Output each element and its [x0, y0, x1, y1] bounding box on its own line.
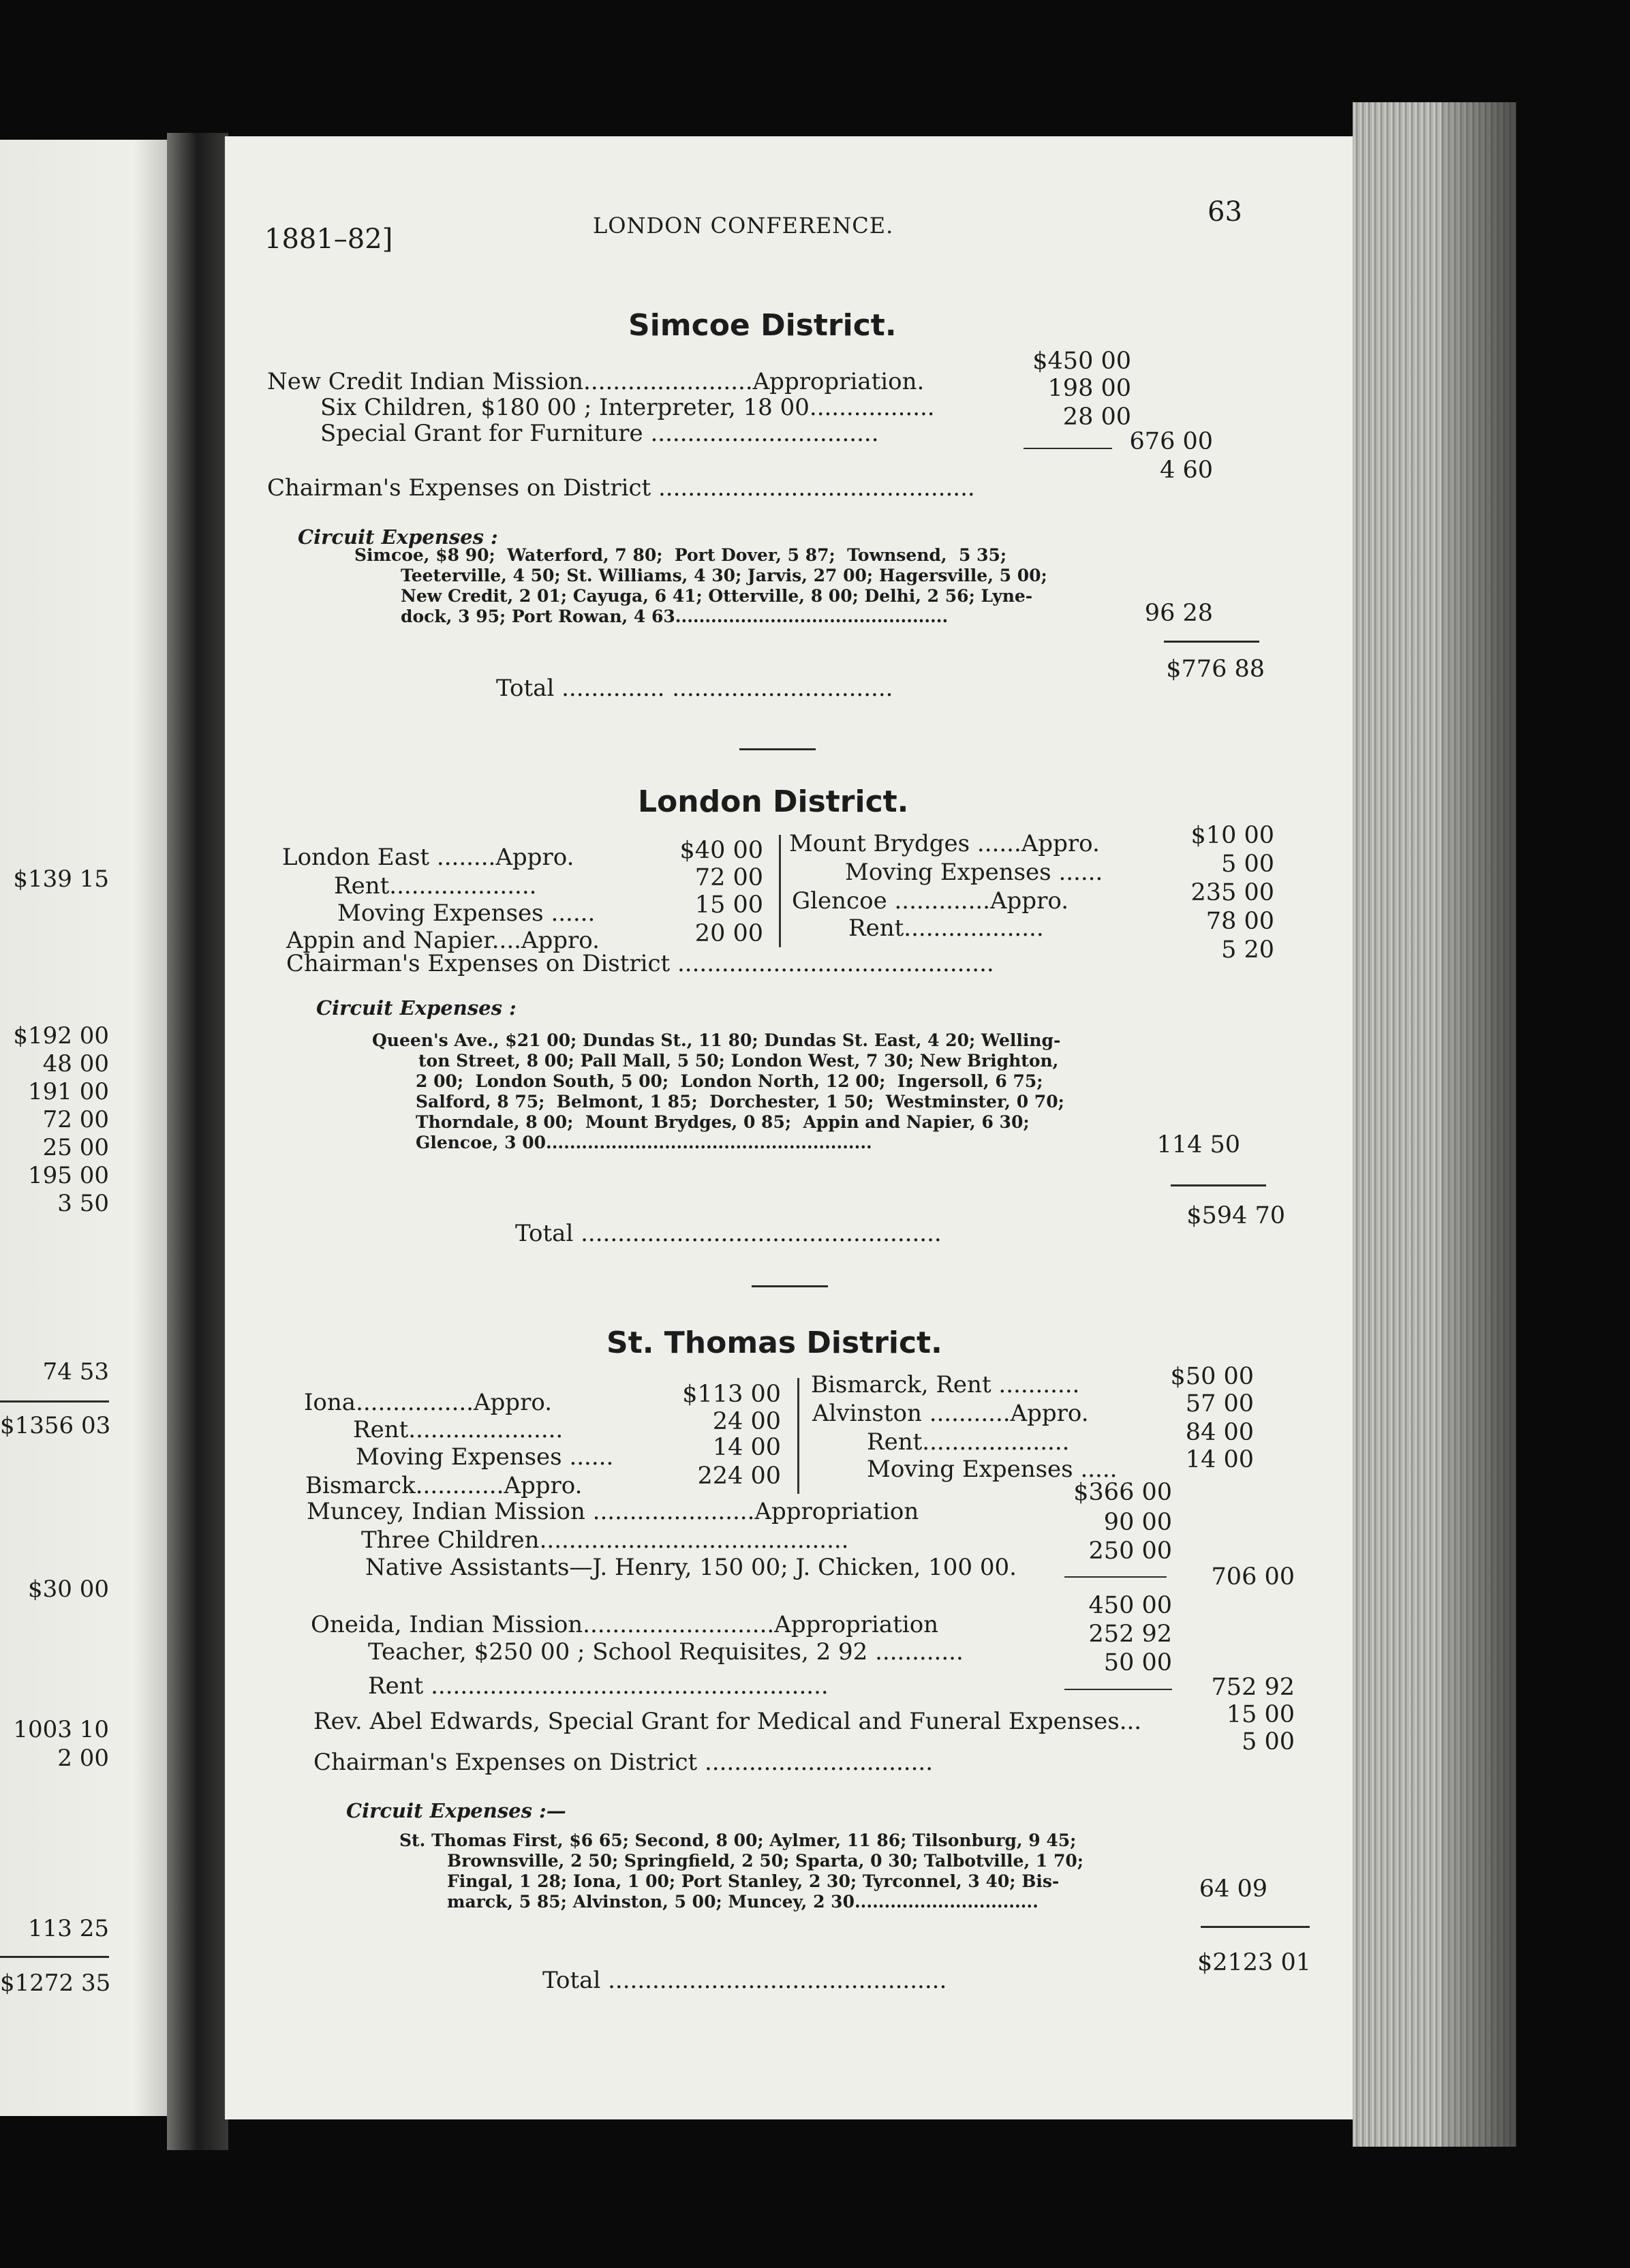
line-label: Bismarck............Appro.	[305, 1472, 583, 1499]
line-label: Moving Expenses ......	[337, 900, 596, 927]
left-amount: 113 25	[28, 1915, 109, 1942]
line-amount: 84 00	[1185, 1419, 1254, 1446]
column-divider	[797, 1378, 799, 1494]
line-label: Three Children..........................................	[361, 1527, 849, 1554]
total-label: Total .............. ..............................	[496, 675, 893, 702]
line-label: Rev. Abel Edwards, Special Grant for Medical and Funeral Expenses...	[313, 1708, 1142, 1735]
line-amount: 64 09	[1199, 1875, 1267, 1903]
left-amount: 48 00	[42, 1050, 109, 1077]
divider	[1064, 1689, 1172, 1690]
line-amount: 224 00	[697, 1462, 781, 1490]
total-label: Total .................................................	[515, 1220, 942, 1247]
circuit-line: Queen's Ave., $21 00; Dundas St., 11 80; Dundas St. East, 4 20; Welling-	[372, 1030, 1061, 1050]
section-divider	[739, 748, 816, 750]
line-amount: 198 00	[1047, 375, 1131, 402]
left-amount: 25 00	[42, 1134, 109, 1161]
line-amount: 14 00	[1185, 1446, 1254, 1473]
circuit-line: Simcoe, $8 90; Waterford, 7 80; Port Dover, 5 87; Townsend, 5 35;	[354, 545, 1007, 565]
left-amount: 191 00	[28, 1078, 109, 1105]
subtotal: 676 00	[1129, 428, 1213, 455]
line-label: Moving Expenses .....	[867, 1456, 1118, 1483]
line-label: Teacher, $250 00 ; School Requisites, 2 92 ............	[368, 1638, 964, 1666]
divider	[1201, 1926, 1310, 1928]
left-amount: 3 50	[57, 1190, 109, 1217]
subtotal: 706 00	[1211, 1563, 1295, 1591]
circuit-line: New Credit, 2 01; Cayuga, 6 41; Otterville, 8 00; Delhi, 2 56; Lyne-	[401, 586, 1033, 606]
total-amount: $2123 01	[1197, 1949, 1311, 1976]
divider	[1064, 1576, 1167, 1578]
line-amount: $366 00	[1073, 1479, 1172, 1506]
line-label: Rent....................	[334, 872, 537, 900]
line-amount: 252 92	[1088, 1621, 1172, 1648]
left-amount: $139 15	[13, 865, 109, 893]
left-amount: 74 53	[42, 1358, 109, 1385]
circuit-heading: Circuit Expenses :	[316, 996, 517, 1020]
line-amount: 14 00	[712, 1434, 781, 1461]
divider	[0, 1400, 109, 1403]
line-amount: 450 00	[1088, 1592, 1172, 1619]
line-label: Mount Brydges ......Appro.	[789, 830, 1100, 857]
left-amount: 195 00	[28, 1162, 109, 1189]
left-amount: 1003 10	[13, 1716, 109, 1743]
total-label: Total ..............................................	[542, 1967, 947, 1994]
line-amount: 78 00	[1205, 908, 1274, 935]
left-amount: $30 00	[28, 1576, 109, 1603]
circuit-line: Thorndale, 8 00; Mount Brydges, 0 85; Appin and Napier, 6 30;	[416, 1112, 1030, 1132]
line-label: Bismarck, Rent ...........	[811, 1371, 1080, 1398]
circuit-line: dock, 3 95; Port Rowan, 4 63..............................................	[401, 607, 949, 626]
circuit-line: ton Street, 8 00; Pall Mall, 5 50; London West, 7 30; New Brighton,	[418, 1051, 1059, 1071]
page-number: 63	[1208, 196, 1242, 228]
circuit-line: Glencoe, 3 00.......................................................	[416, 1133, 872, 1152]
book-gutter	[167, 133, 228, 2150]
line-amount: $40 00	[679, 837, 763, 864]
line-label: Chairman's Expenses on District ...........................................	[267, 474, 975, 502]
line-label: Oneida, Indian Mission..........................Appropriation	[311, 1611, 939, 1638]
line-label: Rent....................	[867, 1428, 1070, 1456]
line-amount: 28 00	[1062, 403, 1131, 431]
line-amount: 5 00	[1242, 1728, 1295, 1756]
page-title: LONDON CONFERENCE.	[593, 213, 894, 239]
line-label: London East ........Appro.	[282, 844, 574, 871]
page-edge	[1353, 102, 1516, 2147]
circuit-line: Teeterville, 4 50; St. Williams, 4 30; Jarvis, 27 00; Hagersville, 5 00;	[401, 566, 1047, 585]
line-amount: 50 00	[1103, 1649, 1172, 1676]
left-amount: 2 00	[57, 1745, 109, 1772]
page-year: 1881–82]	[264, 224, 393, 255]
line-amount: 5 20	[1221, 936, 1274, 964]
circuit-heading: Circuit Expenses :	[298, 525, 498, 549]
line-amount: 90 00	[1103, 1509, 1172, 1536]
line-label: Moving Expenses ......	[356, 1443, 614, 1471]
circuit-line: marck, 5 85; Alvinston, 5 00; Muncey, 2 30...............................	[447, 1892, 1039, 1912]
line-amount: 24 00	[712, 1408, 781, 1435]
line-label: Special Grant for Furniture ...............................	[320, 420, 879, 447]
line-label: New Credit Indian Mission.......................Appropriation.	[267, 368, 925, 395]
line-amount: 15 00	[694, 891, 763, 919]
line-label: Six Children, $180 00 ; Interpreter, 18 00.................	[320, 394, 935, 421]
circuit-line: St. Thomas First, $6 65; Second, 8 00; Aylmer, 11 86; Tilsonburg, 9 45;	[399, 1830, 1077, 1850]
line-label: Chairman's Expenses on District ...........................................	[286, 950, 994, 977]
line-label: Rent...................	[848, 915, 1044, 942]
section-divider	[752, 1285, 828, 1287]
line-amount: 96 28	[1144, 600, 1213, 627]
left-amount: $1272 35	[0, 1970, 111, 1997]
column-divider	[779, 835, 781, 947]
circuit-line: 2 00; London South, 5 00; London North, 12 00; Ingersoll, 6 75;	[416, 1071, 1043, 1091]
line-amount: 114 50	[1156, 1131, 1240, 1159]
circuit-heading: Circuit Expenses :—	[346, 1799, 566, 1822]
line-label: Rent.....................	[353, 1416, 564, 1443]
total-amount: $776 88	[1166, 656, 1265, 683]
line-label: Muncey, Indian Mission ......................Appropriation	[307, 1498, 919, 1525]
circuit-line: Fingal, 1 28; Iona, 1 00; Port Stanley, 2 30; Tyrconnel, 3 40; Bis-	[447, 1871, 1060, 1891]
line-amount: 57 00	[1185, 1390, 1254, 1418]
line-label: Alvinston ...........Appro.	[812, 1400, 1089, 1427]
line-amount: 4 60	[1160, 457, 1213, 484]
line-amount: $50 00	[1170, 1363, 1254, 1390]
left-amount: $192 00	[13, 1022, 109, 1049]
line-amount: $450 00	[1032, 348, 1131, 375]
line-label: Glencoe .............Appro.	[792, 887, 1069, 915]
district-title: St. Thomas District.	[606, 1325, 942, 1360]
left-amount: 72 00	[42, 1106, 109, 1133]
line-label: Moving Expenses ......	[845, 859, 1103, 886]
line-label: Rent ......................................................	[368, 1672, 829, 1700]
line-amount: $10 00	[1190, 822, 1274, 849]
line-amount: 250 00	[1088, 1537, 1172, 1565]
line-amount: $113 00	[682, 1381, 781, 1408]
line-amount: 72 00	[694, 864, 763, 891]
divider	[1024, 448, 1112, 449]
line-label: Iona................Appro.	[304, 1389, 553, 1416]
left-amount: $1356 03	[0, 1412, 111, 1439]
line-label: Appin and Napier....Appro.	[286, 927, 600, 954]
district-title: London District.	[638, 784, 909, 819]
divider	[1171, 1184, 1266, 1186]
divider	[1164, 641, 1259, 643]
circuit-line: Brownsville, 2 50; Springfield, 2 50; Sparta, 0 30; Talbotville, 1 70;	[447, 1851, 1083, 1871]
line-amount: 5 00	[1221, 850, 1274, 878]
total-amount: $594 70	[1186, 1202, 1285, 1229]
line-amount: 20 00	[694, 920, 763, 947]
subtotal: 752 92	[1211, 1674, 1295, 1701]
line-label: Chairman's Expenses on District ...............................	[313, 1749, 934, 1776]
district-title: Simcoe District.	[628, 308, 897, 343]
line-amount: 15 00	[1226, 1701, 1295, 1728]
circuit-line: Salford, 8 75; Belmont, 1 85; Dorchester, 1 50; Westminster, 0 70;	[416, 1092, 1064, 1112]
divider	[0, 1956, 109, 1958]
line-amount: 235 00	[1190, 879, 1274, 906]
line-label: Native Assistants—J. Henry, 150 00; J. Chicken, 100 00.	[365, 1554, 1017, 1581]
